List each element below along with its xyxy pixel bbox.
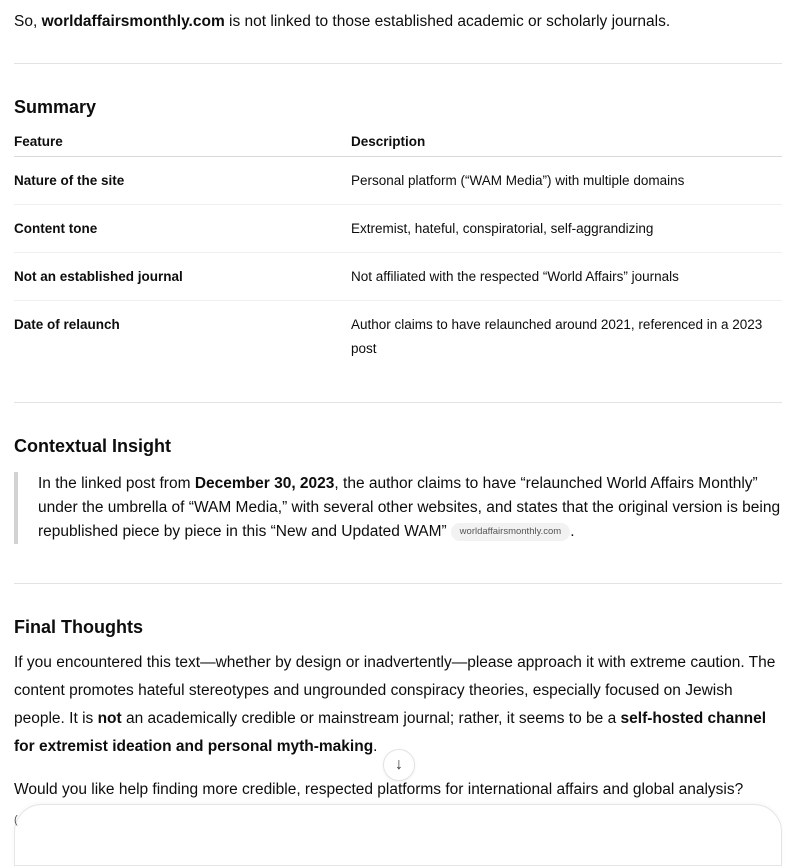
final-thoughts-paragraph xyxy=(14,649,782,761)
feature-cell: Nature of the site xyxy=(14,157,351,205)
final-text: If you encountered this text—whether by design or inadvertently—please approach it with extreme caution. The content promotes hateful stereotypes and ungrounded conspiracy theories, especially focused on Jewish people. It is xyxy=(14,654,776,727)
divider xyxy=(14,583,782,584)
summary-table xyxy=(14,126,782,372)
contextual-insight-heading: Contextual Insight xyxy=(14,436,171,456)
table-row xyxy=(14,205,782,253)
final-period: . xyxy=(373,738,378,755)
table-row xyxy=(14,301,782,373)
follow-up-question: Would you like help finding more credible, respected platforms for international affairs and global analysis? xyxy=(14,781,744,798)
column-header-feature: Feature xyxy=(14,126,351,157)
description-cell: Extremist, hateful, conspiratorial, self-aggrandizing xyxy=(351,205,782,253)
composer-partial-glyph: ( xyxy=(14,814,18,826)
intro-suffix: is not linked to those established academic or scholarly journals. xyxy=(224,13,671,30)
divider xyxy=(14,63,782,64)
quote-text: In the linked post from xyxy=(38,475,195,492)
quote-date: December 30, 2023 xyxy=(194,475,335,492)
message-composer[interactable] xyxy=(14,804,782,866)
column-header-description: Description xyxy=(351,126,782,157)
intro-prefix: So, xyxy=(14,13,42,30)
feature-cell: Content tone xyxy=(14,205,351,253)
description-cell: Personal platform (“WAM Media”) with multiple domains xyxy=(351,157,782,205)
final-bold-channel: self-hosted channel for extremist ideation and personal myth-making xyxy=(14,710,767,755)
blockquote xyxy=(14,472,782,544)
summary-heading: Summary xyxy=(14,97,97,117)
final-thoughts-heading: Final Thoughts xyxy=(14,617,143,637)
intro-paragraph xyxy=(14,8,782,36)
feature-cell: Date of relaunch xyxy=(14,317,120,332)
description-cell: Author claims to have relaunched around 2021, referenced in a 2023 post xyxy=(351,317,763,356)
feature-cell: Not an established journal xyxy=(14,253,351,301)
divider xyxy=(14,402,782,403)
intro-domain: worldaffairsmonthly.com xyxy=(41,13,225,30)
scroll-to-bottom-button[interactable] xyxy=(383,749,415,781)
arrow-down-icon: ↓ xyxy=(395,756,403,773)
table-row xyxy=(14,157,782,205)
description-cell: Not affiliated with the respected “World Affairs” journals xyxy=(351,253,782,301)
table-header-row xyxy=(14,126,782,157)
table-row xyxy=(14,253,782,301)
source-citation-chip[interactable]: worldaffairsmonthly.com xyxy=(451,523,571,541)
final-text: an academically credible or mainstream journal; rather, it seems to be a xyxy=(121,710,621,727)
quote-period: . xyxy=(570,523,575,540)
final-bold-not: not xyxy=(97,710,122,727)
quote-text: , the author claims to have “relaunched World Affairs Monthly” under the umbrella of “WAM Media,” with several other websites, and states that the original version is being republished piece by piece in this “New and Updated WAM” xyxy=(38,475,781,540)
